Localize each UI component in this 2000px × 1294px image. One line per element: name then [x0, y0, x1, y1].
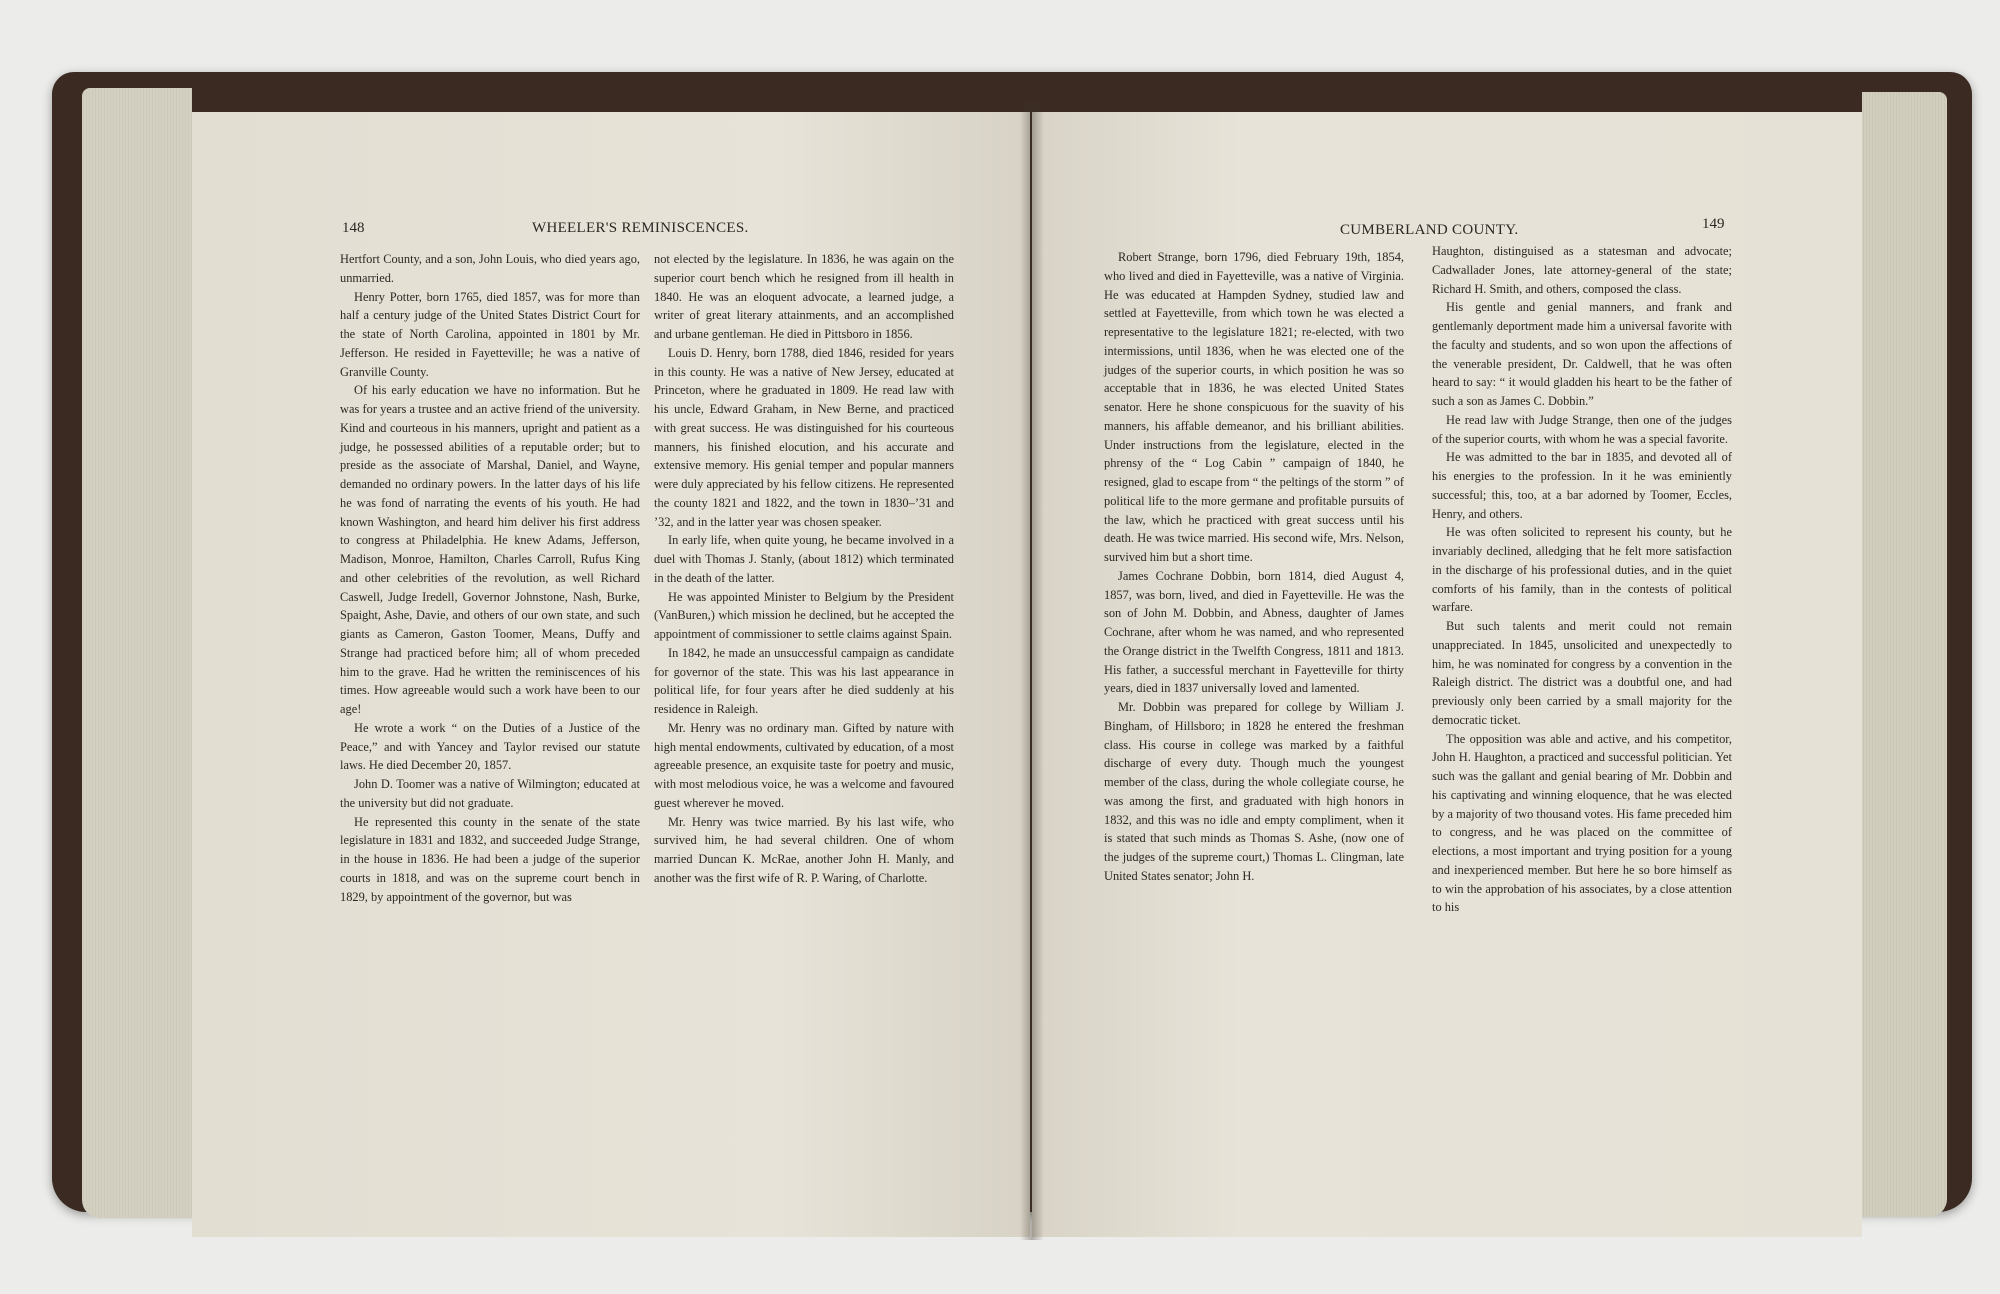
paragraph: He was often solicited to represent his county, but he invariably declined, alledging that he felt more satisfaction in the discharge of his professional duties, and in the quiet comforts of his family, than in the contests of political warfare.: [1432, 525, 1732, 615]
left-column-1: [340, 250, 640, 906]
paragraph: He was admitted to the bar in 1835, and devoted all of his energies to the profession. In it he was eminiently successful; this, too, at a bar adorned by Toomer, Eccles, Henry, and others.: [1432, 450, 1732, 521]
paragraph: Haughton, distinguised as a statesman and advocate; Cadwallader Jones, late attorney-general of the state; Richard H. Smith, and others, composed the class.: [1432, 244, 1732, 296]
running-head-left: WHEELER'S REMINISCENCES.: [532, 220, 749, 236]
right-page-edges: [1862, 92, 1947, 1217]
paragraph: He was appointed Minister to Belgium by the President (VanBuren,) which mission he declined, but he accepted the appointment of commissioner to settle claims against Spain.: [654, 589, 954, 641]
paragraph: not elected by the legislature. In 1836, he was again on the superior court bench which he resigned from ill health in 1840. He was an eloquent advocate, a learned judge, a writer of great literary attainments, and an accomplished and urbane gentleman. He died in Pittsboro in 1856.: [654, 252, 954, 341]
book-gutter: [1020, 100, 1044, 1240]
page-number-right: 149: [1702, 216, 1725, 232]
paragraph: Robert Strange, born 1796, died February 19th, 1854, who lived and died in Fayetteville, was a native of Virginia. He was educated at Hampden Sydney, studied law and settled at Fayetteville, from which town he was elected a representative to the legislature 1821; re-elected, with two intermissions, until 1836, when he was elected one of the judges of the superior courts, in which position he was so acceptable that in 1836, he was elected United States senator. Here he shone conspicuous for the suavity of his manners, his affable demeanor, and his brilliant abilities. Under instructions from the legislature, elected in the phrensy of the “ Log Cabin ” campaign of 1840, he resigned, glad to escape from “ the peltings of the storm ” of political life to the more germane and profitable pursuits of the law, which he practiced with great success until his death. He was twice married. His second wife, Mrs. Nelson, survived him but a short time.: [1104, 250, 1404, 564]
paragraph: Mr. Henry was twice married. By his last wife, who survived him, he had several children. One of whom married Duncan K. McRae, another John H. Manly, and another was the first wife of R. P. Waring, of Charlotte.: [654, 814, 954, 885]
left-column-2: [654, 250, 954, 888]
running-head-right: CUMBERLAND COUNTY.: [1340, 222, 1519, 238]
paragraph: He represented this county in the senate of the state legislature in 1831 and 1832, and succeeded Judge Strange, in the house in 1836. He had been a judge of the superior courts in 1818, and was on the supreme court bench in 1829, by appointment of the governor, but was: [340, 814, 640, 904]
paragraph: James Cochrane Dobbin, born 1814, died August 4, 1857, was born, lived, and died in Fayetteville. He was the son of John M. Dobbin, and Abness, daughter of James Cochrane, after whom he was named, and who represented the Orange district in the Twelfth Congress, 1811 and 1813. His father, a successful merchant in Fayetteville for thirty years, died in 1837 universally loved and lamented.: [1104, 568, 1404, 696]
right-column-1: [1104, 248, 1404, 886]
right-page: [1032, 112, 1862, 1237]
page-number-left: 148: [342, 220, 365, 236]
paragraph: He read law with Judge Strange, then one of the judges of the superior courts, with whom he was a special favorite.: [1432, 412, 1732, 446]
left-page: [192, 112, 1030, 1237]
paragraph: Louis D. Henry, born 1788, died 1846, resided for years in this county. He was a native of New Jersey, educated at Princeton, where he graduated in 1809. He read law with his uncle, Edward Graham, in New Berne, and practiced with great success. He was distinguished for his courteous manners, his finished elocution, and his accurate and extensive memory. His genial temper and popular manners were duly appreciated by his fellow citizens. He represented the county 1821 and 1822, and the town in 1830–’31 and ’32, and in the latter year was chosen speaker.: [654, 345, 954, 529]
paragraph: Of his early education we have no information. But he was for years a trustee and an active friend of the university. Kind and courteous in his manners, upright and patient as a judge, he possessed abilities of a reputable order; but to preside as the associate of Marshal, Daniel, and Wayne, demanded no ordinary powers. In the latter days of his life he was fond of narrating the events of his youth. He had known Washington, and heard him deliver his first address to congress at Philadelphia. He knew Adams, Jefferson, Madison, Monroe, Hamilton, Charles Carroll, Rufus King and other celebrities of the revolution, as well Richard Caswell, Judge Iredell, Governor Johnstone, Nash, Burke, Spaight, Ashe, Davie, and others of our own state, and such giants as Cameron, Gaston Toomer, Means, Duffy and Strange had practiced before him; all of whom preceded him to the grave. Had he written the reminiscences of his times. How agreeable would such a work have been to our age!: [340, 383, 640, 716]
paragraph: In 1842, he made an unsuccessful campaign as candidate for governor of the state. This was his last appearance in political life, for four years after he died suddenly at his residence in Raleigh.: [654, 645, 954, 716]
paragraph: But such talents and merit could not remain unappreciated. In 1845, unsolicited and unexpectedly to him, he was nominated for congress by a convention in the Raleigh district. The district was a doubtful one, and had previously only been carried by a small majority for the democratic ticket.: [1432, 619, 1732, 727]
paragraph: Mr. Dobbin was prepared for college by William J. Bingham, of Hillsboro; in 1828 he entered the freshman class. His course in college was marked by a faithful discharge of every duty. Though much the youngest member of the class, during the whole collegiate course, he was among the first, and graduated with high honors in 1832, and this was no idle and empty compliment, when it is stated that such minds as Thomas S. Ashe, (now one of the judges of the supreme court,) Thomas L. Clingman, late United States senator; John H.: [1104, 700, 1404, 883]
paragraph: Hertfort County, and a son, John Louis, who died years ago, unmarried.: [340, 252, 640, 285]
paragraph: John D. Toomer was a native of Wilmington; educated at the university but did not graduate.: [340, 777, 640, 810]
paragraph: Henry Potter, born 1765, died 1857, was for more than half a century judge of the United States District Court for the state of North Carolina, appointed in 1801 by Mr. Jefferson. He resided in Fayetteville; he was a native of Granville County.: [340, 289, 640, 379]
paragraph: His gentle and genial manners, and frank and gentlemanly deportment made him a universal favorite with the faculty and students, and so won upon the affections of the venerable president, Dr. Caldwell, that he was often heard to say: “ it would gladden his heart to be the father of such a son as James C. Dobbin.”: [1432, 300, 1732, 408]
paragraph: In early life, when quite young, he became involved in a duel with Thomas J. Stanly, (about 1812) which terminated in the death of the latter.: [654, 533, 954, 585]
paragraph: Mr. Henry was no ordinary man. Gifted by nature with high mental endowments, cultivated by education, of a most agreeable presence, an exquisite taste for poetry and music, with most melodious voice, he was a welcome and favoured guest wherever he moved.: [654, 720, 954, 810]
left-page-edges: [82, 88, 192, 1218]
paragraph: He wrote a work “ on the Duties of a Justice of the Peace,” and with Yancey and Taylor revised our statute laws. He died December 20, 1857.: [340, 720, 640, 773]
paragraph: The opposition was able and active, and his competitor, John H. Haughton, a practiced and successful politician. Yet such was the gallant and genial bearing of Mr. Dobbin and his captivating and winning eloquence, that he was elected by a majority of two thousand votes. His fame preceded him to congress, and he was placed on the committee of elections, a most important and trying position for a young and inexperienced member. But here he so bore himself as to win the approbation of his associates, by a close attention to his: [1432, 731, 1732, 915]
right-column-2: [1432, 242, 1732, 917]
